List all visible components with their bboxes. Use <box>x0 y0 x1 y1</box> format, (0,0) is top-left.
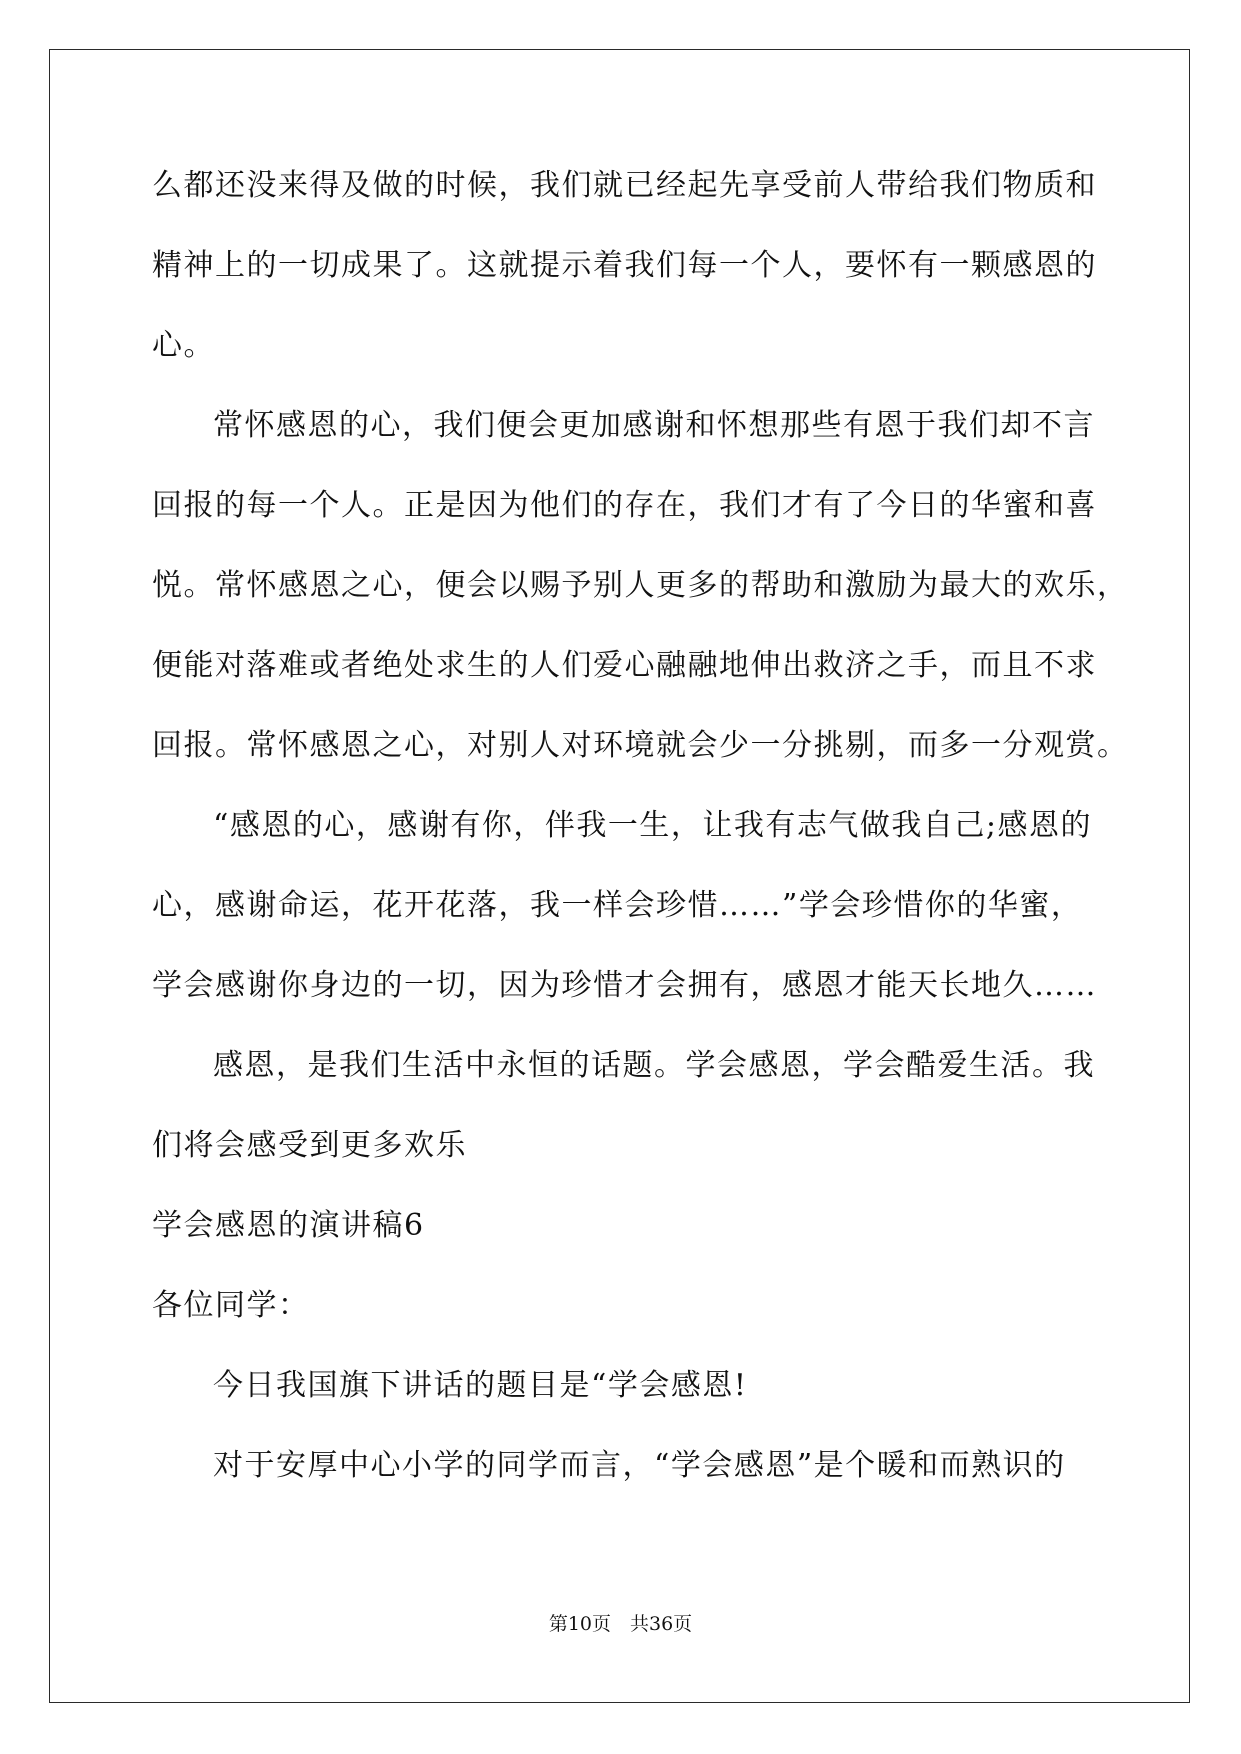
text-line: 学会感谢你身边的一切，因为珍惜才会拥有，感恩才能天长地久…… <box>152 968 1097 1003</box>
text-line: 们将会感受到更多欢乐 <box>152 1128 467 1163</box>
paragraph-start: 今日我国旗下讲话的题目是“学会感恩! <box>213 1368 748 1403</box>
text-line: 心，感谢命运，花开花落，我一样会珍惜……”学会珍惜你的华蜜， <box>152 888 1083 923</box>
section-title: 学会感恩的演讲稿6 <box>152 1208 425 1243</box>
text-line: 精神上的一切成果了。这就提示着我们每一个人，要怀有一颗感恩的 <box>152 248 1097 283</box>
page-number-footer: 第10页 共36页 <box>548 1613 693 1635</box>
text-line: 回报。常怀感恩之心，对别人对环境就会少一分挑剔，而多一分观赏。 <box>152 728 1129 763</box>
paragraph-start: 常怀感恩的心，我们便会更加感谢和怀想那些有恩于我们却不言 <box>213 408 1095 443</box>
text-line: 回报的每一个人。正是因为他们的存在，我们才有了今日的华蜜和喜 <box>152 488 1097 523</box>
paragraph-start: 对于安厚中心小学的同学而言，“学会感恩”是个暖和而熟识的 <box>213 1448 1066 1483</box>
paragraph-start: 感恩，是我们生活中永恒的话题。学会感恩，学会酷爱生活。我 <box>213 1048 1095 1083</box>
text-line: 悦。常怀感恩之心，便会以赐予别人更多的帮助和激励为最大的欢乐， <box>152 568 1129 603</box>
paragraph-start: “感恩的心，感谢有你，伴我一生，让我有志气做我自己;感恩的 <box>213 808 1092 843</box>
salutation: 各位同学： <box>152 1288 310 1323</box>
text-line: 么都还没来得及做的时候，我们就已经起先享受前人带给我们物质和 <box>152 168 1097 203</box>
text-line: 心。 <box>152 328 215 363</box>
text-line: 便能对落难或者绝处求生的人们爱心融融地伸出救济之手，而且不求 <box>152 648 1097 683</box>
